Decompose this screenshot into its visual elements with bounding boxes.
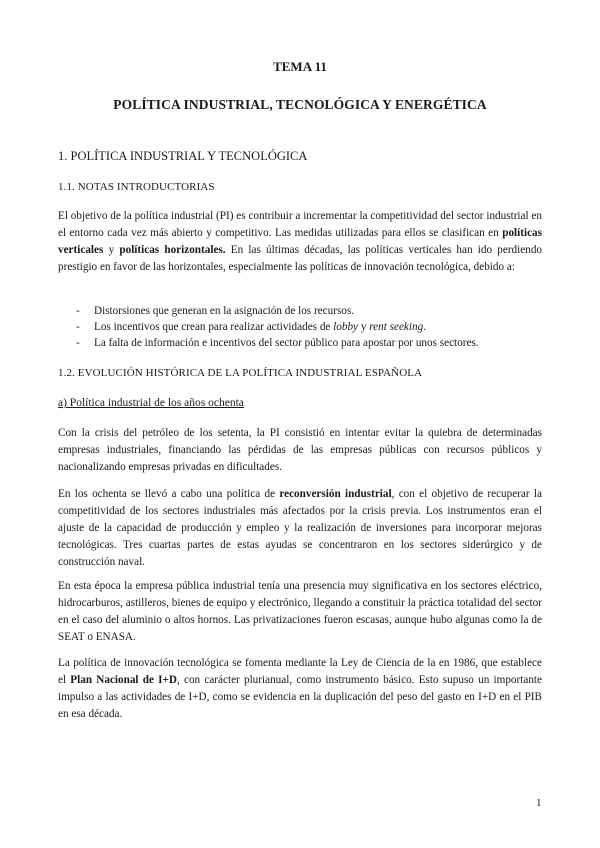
- reconversion-bold: reconversión industrial: [279, 488, 392, 500]
- intro-paragraph: [58, 208, 542, 276]
- section-1-1-heading: 1.1. NOTAS INTRODUCTORIAS: [58, 181, 215, 193]
- paragraph-text: En los ochenta se llevó a cabo una política de: [58, 488, 280, 500]
- plan-nacional-bold: Plan Nacional de I+D: [70, 674, 177, 686]
- paragraph-crisis: Con la crisis del petróleo de los setenta, la PI consistió en intentar evitar la quiebra de determinadas empresas industriales, financiando las pérdidas de las empresas públicas con recursos públicos y nacionalizando empresas privadas en dificultades.: [58, 427, 542, 473]
- list-item: [58, 319, 542, 335]
- topic-number: TEMA 11: [273, 59, 327, 74]
- list-item: [58, 303, 542, 319]
- intro-text-1: El objetivo de la política industrial (PI) es contribuir a incrementar la competitividad del sector industrial en el entorno cada vez más abierto y competitivo. Las medidas utilizadas para ellos se clasifican en: [58, 210, 542, 239]
- paragraph-public-enterprise: En esta época la empresa pública industrial tenía una presencia muy significativa en los sectores eléctrico, hidrocarburos, astilleros, bienes de equipo y electrónico, llegando a constituir la práctica totalidad del sector en el caso del aluminio o altos hornos. Las privatizaciones fueron escasas, aunque hubo algunas como la de SEAT o ENASA.: [58, 580, 542, 643]
- dash-bullet: -: [76, 321, 80, 333]
- intro-bold-vertical: políticas verticales: [58, 227, 542, 256]
- list-item-text: [94, 321, 426, 333]
- list-item-text-part: y: [358, 321, 370, 333]
- paragraph-innovation: [58, 655, 542, 723]
- lobby-term: lobby: [333, 321, 359, 333]
- reasons-list: [58, 303, 542, 351]
- paragraph-eighties: [58, 486, 542, 571]
- dash-bullet: -: [76, 337, 80, 349]
- intro-bold-horizontal: políticas horizontales.: [119, 244, 226, 256]
- dash-bullet: -: [76, 305, 80, 317]
- paragraph-text: , con el objetivo de recuperar la competitividad de los sectores industriales más afectados por la crisis previa. Los instrumentos eran el ajuste de la capacidad de producción y empleo y la realización de inversiones para incorporar mejoras tecnológicas. Tres cuartas partes de estas ayudas se concentraron en los sectores siderúrgico y de construcción naval.: [58, 488, 542, 568]
- intro-text-3: En las últimas décadas, las políticas verticales han ido perdiendo prestigio en favor de las horizontales, especialmente las políticas de innovación tecnológica, debido a:: [58, 244, 543, 273]
- list-item: [58, 335, 542, 351]
- list-item-text-part: Los incentivos que crean para realizar actividades de: [94, 321, 334, 333]
- rent-seeking-term: rent seeking: [369, 321, 424, 333]
- list-item-text-part: .: [423, 321, 426, 333]
- section-1-heading: 1. POLÍTICA INDUSTRIAL Y TECNOLÓGICA: [58, 149, 308, 163]
- paragraph-text: , con carácter plurianual, como instrumento básico. Esto supuso un importante impulso a las actividades de I+D, como se evidencia en la duplicación del peso del gasto en I+D en el PIB en esa década.: [58, 674, 542, 720]
- section-1-2-heading: 1.2. EVOLUCIÓN HISTÓRICA DE LA POLÍTICA INDUSTRIAL ESPAÑOLA: [58, 367, 423, 379]
- paragraph-text: La política de innovación tecnológica se fomenta mediante la Ley de Ciencia de la en 1986, que establece el: [58, 657, 542, 686]
- page-number: 1: [536, 797, 542, 809]
- subsection-a-heading: a) Política industrial de los años ochenta: [58, 397, 244, 409]
- page-title: POLÍTICA INDUSTRIAL, TECNOLÓGICA Y ENERGÉTICA: [113, 97, 487, 112]
- list-item-text: La falta de información e incentivos del sector público para apostar por unos sectores.: [94, 337, 479, 349]
- list-item-text: Distorsiones que generan en la asignación de los recursos.: [94, 305, 355, 317]
- intro-text-2: y: [103, 244, 120, 256]
